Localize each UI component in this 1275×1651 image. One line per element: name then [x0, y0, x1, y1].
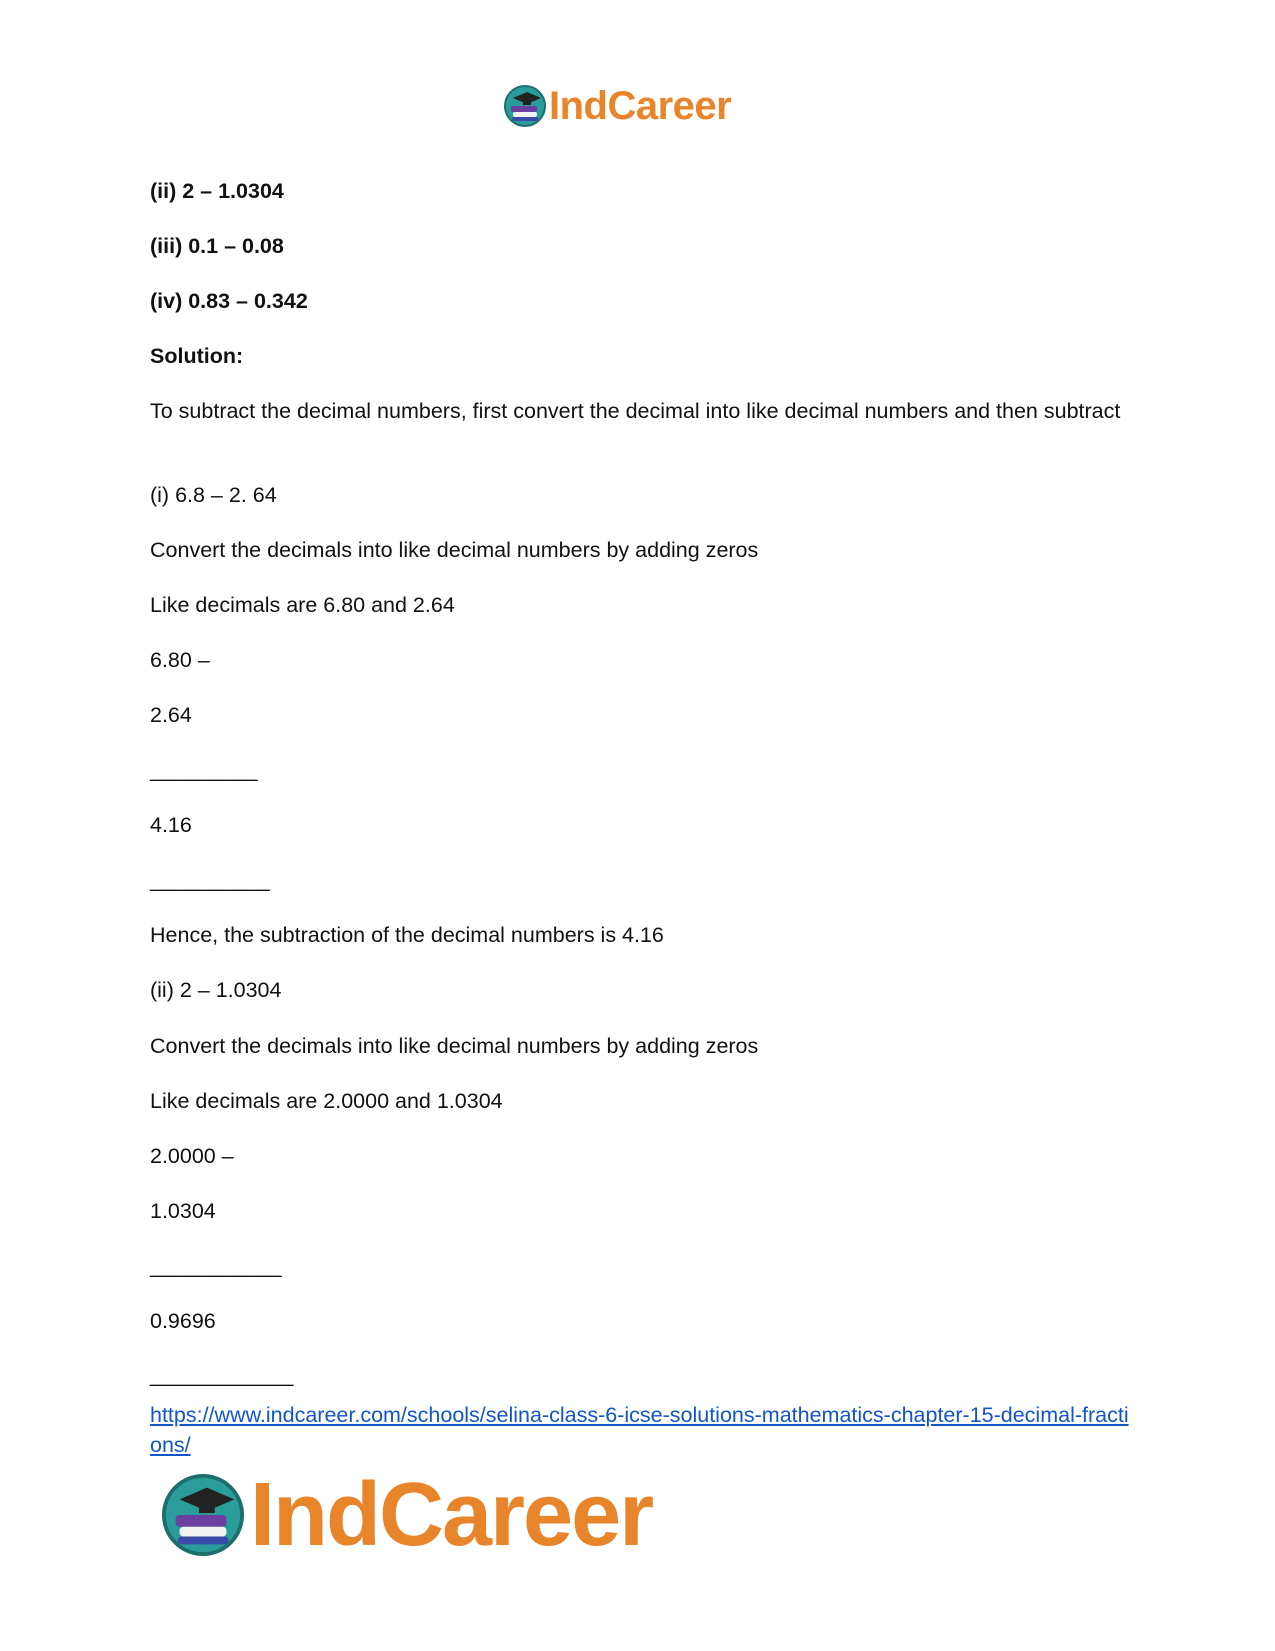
globe-books-icon [503, 84, 547, 128]
text-line: __________ [150, 868, 270, 892]
footer-logo [160, 1465, 653, 1565]
text-line: ____________ [150, 1363, 294, 1387]
source-url-link[interactable]: https://www.indcareer.com/schools/selina-class-6-icse-solutions-mathematics-chapter-15-decimal-fractions/ [150, 1403, 1129, 1457]
text-line: _________ [150, 758, 258, 782]
text-line: 2.64 [150, 703, 192, 727]
text-line: (i) 6.8 – 2. 64 [150, 483, 277, 507]
header-logo [503, 82, 731, 130]
text-line: Convert the decimals into like decimal numbers by adding zeros [150, 1034, 759, 1058]
text-line: 1.0304 [150, 1199, 216, 1223]
header-brand-text: IndCareer [549, 84, 732, 128]
text-line: (iv) 0.83 – 0.342 [150, 289, 308, 313]
text-line: 0.9696 [150, 1309, 216, 1333]
text-line: Like decimals are 2.0000 and 1.0304 [150, 1089, 503, 1113]
text-line: Convert the decimals into like decimal numbers by adding zeros [150, 538, 759, 562]
text-line: (iii) 0.1 – 0.08 [150, 234, 284, 258]
text-line: Solution: [150, 344, 244, 368]
text-line: (ii) 2 – 1.0304 [150, 978, 282, 1002]
text-line: 4.16 [150, 813, 192, 837]
footer-brand-text: IndCareer [250, 1465, 653, 1565]
text-line: ___________ [150, 1254, 282, 1278]
globe-books-icon [160, 1472, 246, 1558]
text-line: (ii) 2 – 1.0304 [150, 179, 284, 203]
text-line: 2.0000 – [150, 1144, 234, 1168]
text-line: 6.80 – [150, 648, 210, 672]
text-line: To subtract the decimal numbers, first convert the decimal into like decimal numbers and then subtract [150, 399, 1121, 423]
text-line: Hence, the subtraction of the decimal numbers is 4.16 [150, 923, 664, 947]
text-line: Like decimals are 6.80 and 2.64 [150, 593, 455, 617]
